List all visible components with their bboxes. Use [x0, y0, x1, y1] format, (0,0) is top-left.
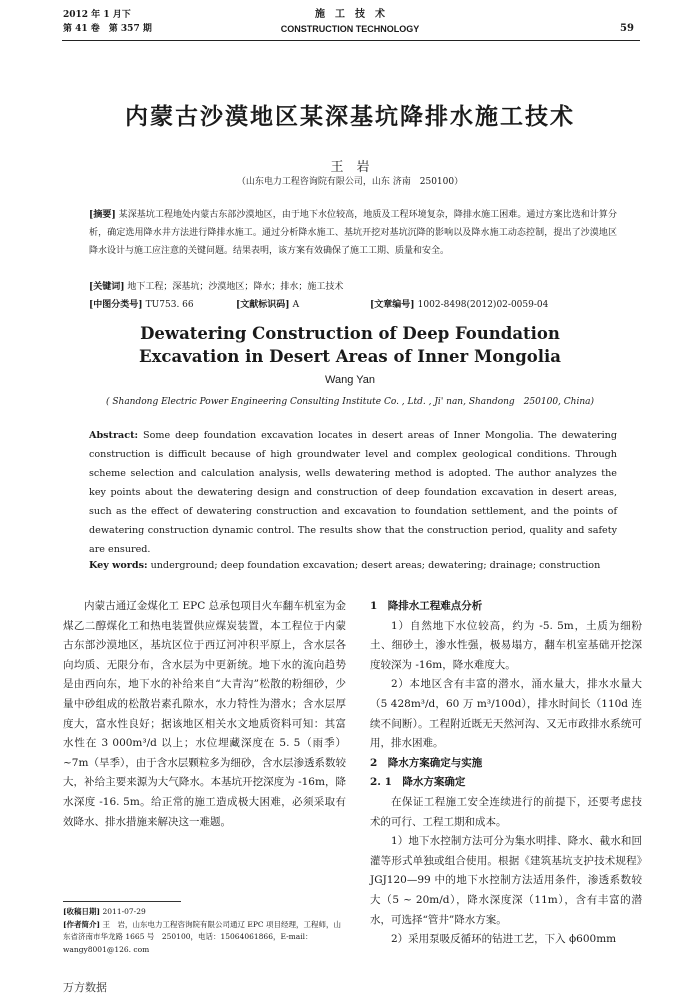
subsection-paragraph: 在保证工程施工安全连续进行的前提下，还要考虑技术的可行、工程工期和成本。 — [370, 795, 642, 828]
author-bio — [63, 919, 343, 957]
abstract-cn — [89, 206, 617, 260]
subsection-point1: 1）地下水控制方法可分为集水明排、降水、截水和回灌等形式单独或组合使用。根据《建筑基坑支护技术规程》JGJ120—99 中的地下水控制方法适用条件，渗透系数较大（5 ~ 20m/d），降水深度深（11m），含有丰富的潜水，可选择“管井”降水方案。 — [370, 835, 642, 926]
article-number-value: 1002-8498(2012)02-0059-04 — [417, 300, 549, 310]
keywords-cn-text: 地下工程；深基坑；沙漠地区；降水；排水；施工技术 — [127, 282, 344, 292]
received-value: 2011-07-29 — [102, 907, 146, 916]
page-number: 59 — [620, 23, 634, 34]
journal-name-en: CONSTRUCTION TECHNOLOGY — [280, 24, 420, 34]
doc-code-value: A — [292, 300, 300, 310]
received-label: [收稿日期] — [63, 907, 101, 916]
doc-code — [236, 297, 299, 310]
section-heading-1: 1 降排水工程难点分析 — [370, 600, 483, 612]
header-rule — [62, 40, 640, 41]
title-en-line1: Dewatering Construction of Deep Foundation — [140, 324, 560, 343]
affiliation-en: ( Shandong Electric Power Engineering Consulting Institute Co. , Ltd. , Ji' nan, Shandong 250100, China) — [105, 397, 595, 407]
footnote — [63, 906, 343, 956]
journal-name-cn: 施 工 技 术 — [315, 9, 385, 20]
clc-value: TU753. 66 — [145, 300, 194, 310]
keywords-en — [89, 560, 629, 571]
abstract-en — [89, 426, 617, 559]
subsection-point2: 2）采用泵吸反循环的钻进工艺，下入 ϕ600mm — [391, 933, 617, 946]
volume-issue: 第 41 卷 第 357 期 — [63, 24, 152, 34]
received-date — [63, 906, 343, 919]
footnote-rule — [63, 901, 181, 902]
body-left-column — [63, 597, 346, 832]
author-en: Wang Yan — [325, 374, 375, 386]
issue-date: 2012 年 1 月下 — [63, 10, 131, 20]
title-cn: 内蒙古沙漠地区某深基坑降排水施工技术 — [125, 103, 575, 130]
body-right-column — [370, 597, 642, 950]
keywords-en-label: Key words: — [89, 560, 148, 571]
abstract-cn-text: 某深基坑工程地处内蒙古东部沙漠地区，由于地下水位较高，地质及工程环境复杂，降排水施工困难。通过方案比选和计算分析，确定选用降水井方法进行降排水施工。通过分析降水施工、基坑开挖对基坑沉降的影响以及降水施工动态控制，提出了沙漠地区降水设计与施工应注意的关键问题。结果表明，该方案有效确保了施工工期、质量和安全。 — [89, 210, 617, 256]
abstract-en-text: Some deep foundation excavation locates in desert areas of Inner Mongolia. The dewatering construction is difficult because of high groundwater level and complex geological conditions. Through scheme selection and calculation analysis, wells dewatering method is adopted. The author analyzes the key points about the dewatering design and construction of deep foundation excavation in desert areas, such as the effect of dewatering construction and excavation to foundation settlement, and the points of dewatering construction dynamic control. The results show that the construction period, quality and safety are ensured. — [89, 430, 617, 555]
title-en-line2: Excavation in Desert Areas of Inner Mongolia — [139, 347, 561, 366]
abstract-cn-label: [摘要] — [89, 210, 116, 220]
intro-paragraph: 内蒙古通辽金煤化工 EPC 总承包项目火车翻车机室为金煤乙二醇煤化工和热电装置供应煤炭装置，本工程位于内蒙古东部沙漠地区，基坑区位于西辽河冲积平原上，含水层各向均质、无限分布，含水层为中更新统。地下水的流向趋势是由西向东，地下水的补给来自“大青沟”松散的粉细砂，少量中砂组成的松散岩素孔隙水，水力特性为潜水；含水层厚度大，富水性良好；据该地区相关水文地质资料可知：其富水性在 3 000m³/d 以上；水位埋藏深度在 5. 5（雨季）~7m（旱季），由于含水层颗粒多为细砂，含水层渗透系数较大，补给主要来源为大气降水。本基坑开挖深度为 -16m，降水深度 -16. 5m。给正常的施工造成极大困难，必须采取有效降水、排水措施来解决这一难题。 — [63, 600, 346, 828]
clc-number — [89, 297, 194, 310]
keywords-en-text: underground; deep foundation excavation; desert areas; dewatering; drainage; construction — [150, 560, 601, 571]
doc-code-label: [文献标识码] — [236, 300, 290, 310]
article-number — [370, 297, 548, 310]
author-bio-label: [作者简介] — [63, 919, 101, 929]
author-bio-text: 王 岩，山东电力工程咨询院有限公司通辽 EPC 项目经理，工程师，山东省济南市华龙路 1665 号 250100，电话：15064061866，E-mail：wangy8001@126. com — [63, 919, 342, 954]
wanfang-watermark: 万方数据 — [63, 982, 107, 994]
abstract-en-label: Abstract: — [89, 430, 139, 441]
clc-label: [中图分类号] — [89, 300, 143, 310]
subsection-heading-2-1: 2. 1 降水方案确定 — [370, 776, 466, 789]
article-number-label: [文章编号] — [370, 300, 415, 310]
section-heading-2: 2 降水方案确定与实施 — [370, 756, 483, 769]
section1-point2: 2）本地区含有丰富的潜水，涌水量大，排水水量大（5 428m³/d，60 万 m³/100d），排水时间长（110d 连续不间断）。工程附近既无天然河沟、又无市政排水系统可用，排水困难。 — [370, 678, 642, 750]
section1-point1: 1）自然地下水位较高，约为 -5. 5m，土质为细粉土、细砂土，渗水性强，极易塌方，翻车机室基础开挖深度较深为 -16m，降水难度大。 — [370, 619, 642, 671]
author-cn: 王 岩 — [330, 160, 370, 175]
affiliation-cn: （山东电力工程咨询院有限公司，山东 济南 250100） — [236, 177, 464, 187]
keywords-cn-label: [关键词] — [89, 282, 125, 292]
keywords-cn — [89, 278, 617, 296]
